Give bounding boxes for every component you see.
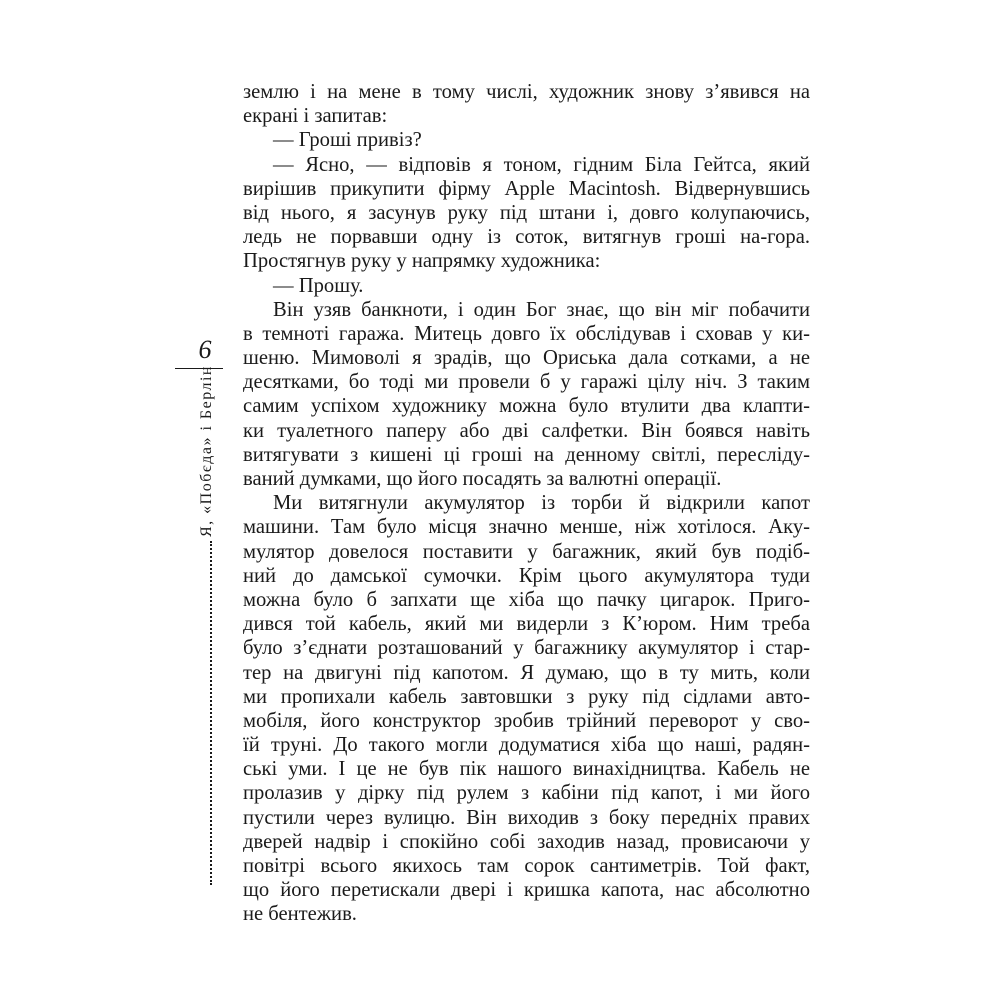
running-head-dot-leader — [210, 541, 212, 885]
text-line: тер на двигуні під капотом. Я думаю, що в ту мить, коли — [243, 661, 810, 684]
text-line: самим успіхом художнику можна було втулити два клапти- — [243, 395, 810, 418]
text-line: дверей надвір і спокійно собі заходив назад, провисаючи у — [243, 830, 810, 853]
text-line: машини. Там було місця значно менше, ніж хотілося. Аку- — [243, 516, 810, 539]
running-head — [198, 365, 215, 885]
text-line: було з’єднати розташований у багажнику акумулятор і стар- — [243, 637, 810, 660]
text-line: від нього, я засунув руку під штани і, довго колупаючись, — [243, 201, 810, 224]
text-line: їй труні. До такого могли додуматися хіба що наші, радян- — [243, 734, 810, 757]
text-line: ми пропихали кабель завтовшки з руку під сідлами авто- — [243, 685, 810, 708]
text-line: дився той кабель, який ми видерли з К’юром. Ним треба — [243, 613, 810, 636]
text-line: землю і на мене в тому числі, художник знову з’явився на — [243, 81, 810, 103]
text-line: ки туалетного паперу або дві салфетки. Він боявся навіть — [243, 419, 810, 442]
text-line: в темноті гаража. Митець довго їх обслідував і сховав у ки- — [243, 322, 810, 345]
text-line: десятками, бо тоді ми провели б у гаражі цілу ніч. З таким — [243, 371, 810, 394]
text-line: Ми витягнули акумулятор із торби й відкрили капот — [273, 492, 810, 515]
text-line: шеню. Мимоволі я зрадів, що Ориська дала сотками, а не — [243, 347, 810, 370]
text-line: Він узяв банкноти, і один Бог знає, що він міг побачити — [273, 298, 810, 321]
text-line: можна було б запхати ще хіба що пачку цигарок. Приго- — [243, 588, 810, 611]
body-text — [243, 80, 810, 927]
text-line: — Прошу. — [273, 274, 364, 297]
text-line: вирішив прикупити фірму Apple Macintosh. Відвернувшись — [243, 177, 810, 200]
text-line: повітрі всього якихось там сорок сантиметрів. Той факт, — [243, 855, 810, 877]
text-line: що його перетискали двері і кришка капота, нас абсолютно — [243, 879, 810, 902]
text-line: мобіля, його конструктор зробив трійний переворот у сво- — [243, 709, 810, 732]
text-line: Простягнув руку у напрямку художника: — [243, 250, 601, 273]
running-head-title: Я, «Побєда» і Берлін — [198, 365, 215, 537]
text-line: ваний думками, що його посадять за валютні операції. — [243, 468, 722, 490]
text-line: ледь не порвавши одну із соток, витягнув гроші на-гора. — [243, 226, 810, 249]
text-line: витягувати з кишені ці гроші на денному світлі, пересліду- — [243, 443, 810, 466]
text-line: пролазив у дірку під рулем з кабіни під капот, і ми його — [243, 782, 810, 805]
text-line: — Ясно, — відповів я тоном, гідним Біла Гейтса, який — [273, 153, 810, 176]
text-line: ний до дамської сумочки. Крім цього акумулятора туди — [243, 564, 810, 587]
text-line: мулятор довелося поставити у багажник, який був подіб- — [243, 540, 810, 563]
text-line: — Гроші привіз? — [273, 129, 422, 152]
text-line: екрані і запитав: — [243, 105, 388, 128]
text-line: ські уми. І це не був пік нашого винахідництва. Кабель не — [243, 758, 810, 781]
text-line: пустили через вулицю. Він виходив з боку передніх правих — [243, 806, 810, 829]
page-number: 6 — [198, 335, 212, 364]
text-line: не бентежив. — [243, 903, 357, 926]
